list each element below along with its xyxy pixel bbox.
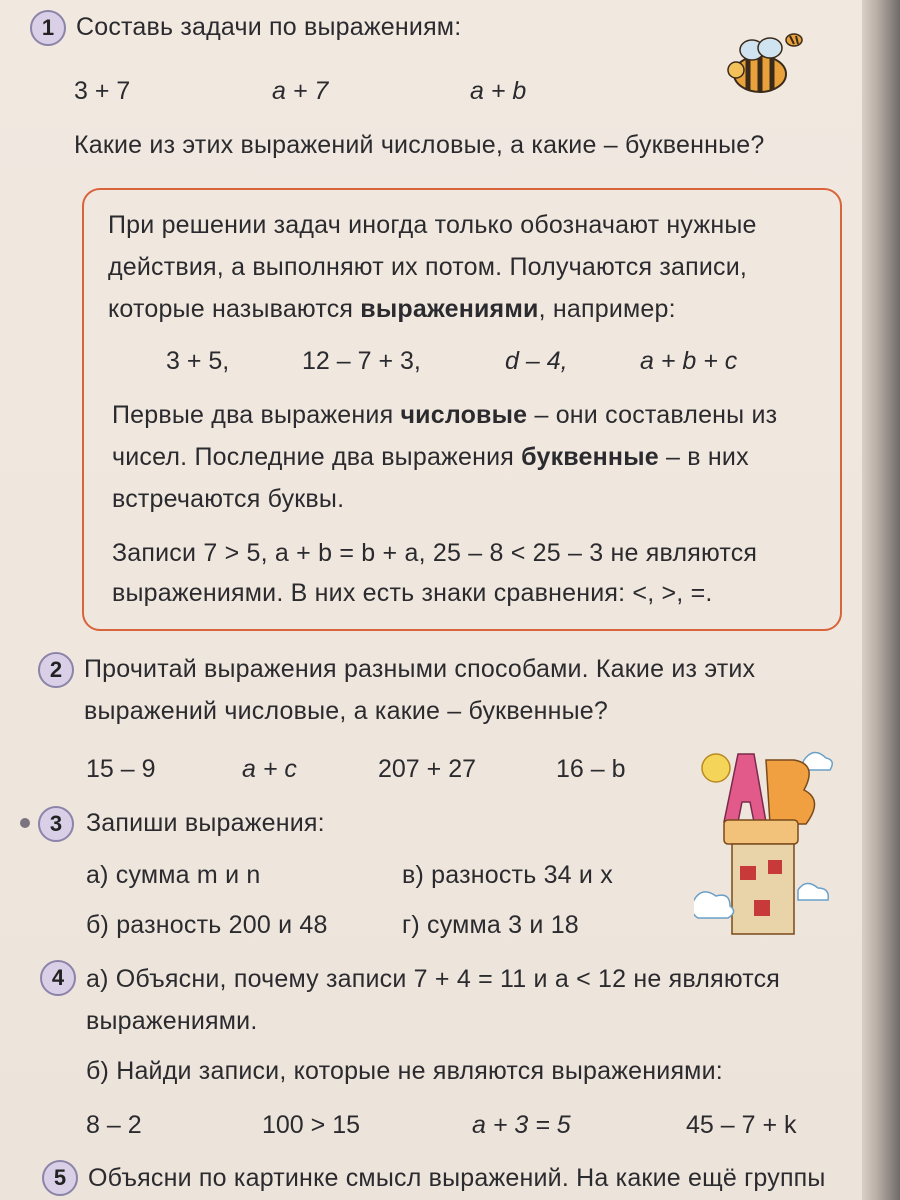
rule-line-6: встречаются буквы. <box>112 485 345 513</box>
ex2-expr-4: 16 – b <box>556 755 626 783</box>
exercise-3-badge: 3 <box>38 806 74 842</box>
rule-line-1: При решении задач иногда только обозначают нужные <box>108 211 757 239</box>
rule-line-2: действия, а выполняют их потом. Получаются записи, <box>108 253 748 281</box>
letters-tower-illustration <box>694 740 834 940</box>
ex1-expr-2: a + 7 <box>272 77 329 105</box>
exercise-3-item-b: б) разность 200 и 48 <box>86 911 328 939</box>
rule-line-7: Записи 7 > 5, a + b = b + a, 25 – 8 < 25 – 3 не являются <box>112 539 758 567</box>
rule-example-1: 3 + 5, <box>166 347 230 375</box>
rule-line-3-text: которые называются <box>108 295 361 323</box>
ex2-expr-3: 207 + 27 <box>378 755 477 783</box>
ex4-expr-4: 45 – 7 + k <box>686 1111 797 1139</box>
ex4-expr-3: a + 3 = 5 <box>472 1111 571 1139</box>
exercise-4-line-1: а) Объясни, почему записи 7 + 4 = 11 и a < 12 не являются <box>86 965 781 993</box>
rule-example-4: a + b + c <box>640 347 738 375</box>
exercise-5-line-1: Объясни по картинке смысл выражений. На какие ещё группы <box>88 1164 826 1192</box>
rule-line-8: выражениями. В них есть знаки сравнения: <, >, =. <box>112 579 713 607</box>
exercise-3-item-a: а) сумма m и n <box>86 861 261 889</box>
exercise-5-badge: 5 <box>42 1160 78 1196</box>
term-numeric: числовые <box>400 401 528 429</box>
ex2-expr-1: 15 – 9 <box>86 755 156 783</box>
rule-example-3: d – 4, <box>505 347 568 375</box>
exercise-3-item-v: в) разность 34 и x <box>402 861 613 889</box>
rule-line-4-text: Первые два выражения <box>112 401 401 429</box>
exercise-4-badge: 4 <box>40 960 76 996</box>
exercise-1-title: Составь задачи по выражениям: <box>76 13 462 41</box>
rule-line-4-tail: – они составлены из <box>527 401 778 429</box>
exercise-2-line-2: выражений числовые, а какие – буквенные? <box>84 697 609 725</box>
rule-line-5-text: чисел. Последние два выражения <box>112 443 522 471</box>
bee-illustration <box>722 28 812 98</box>
exercise-3-item-g: г) сумма 3 и 18 <box>402 911 579 939</box>
rule-line-3 <box>108 294 676 324</box>
ex4-expr-1: 8 – 2 <box>86 1111 142 1139</box>
ex2-expr-2: a + c <box>242 755 297 783</box>
exercise-4-line-3: б) Найди записи, которые не являются выражениями: <box>86 1057 723 1085</box>
term-expressions: выражениями <box>360 295 539 323</box>
rule-example-2: 12 – 7 + 3, <box>302 347 421 375</box>
ex1-expr-3: a + b <box>470 77 527 105</box>
page-edge <box>862 0 900 1200</box>
margin-mark <box>20 818 30 828</box>
ex1-expr-1: 3 + 7 <box>74 77 131 105</box>
rule-line-3-tail: , например: <box>538 295 676 323</box>
exercise-4-line-2: выражениями. <box>86 1007 258 1035</box>
rule-line-5-tail: – в них <box>658 443 749 471</box>
exercise-1-question: Какие из этих выражений числовые, а какие – буквенные? <box>74 131 765 159</box>
exercise-2-badge: 2 <box>38 652 74 688</box>
term-literal: буквенные <box>521 443 659 471</box>
exercise-2-line-1: Прочитай выражения разными способами. Какие из этих <box>84 655 756 683</box>
rule-line-4 <box>112 400 777 430</box>
exercise-1-badge: 1 <box>30 10 66 46</box>
ex4-expr-2: 100 > 15 <box>262 1111 361 1139</box>
rule-line-5 <box>112 442 749 472</box>
exercise-3-title: Запиши выражения: <box>86 809 325 837</box>
